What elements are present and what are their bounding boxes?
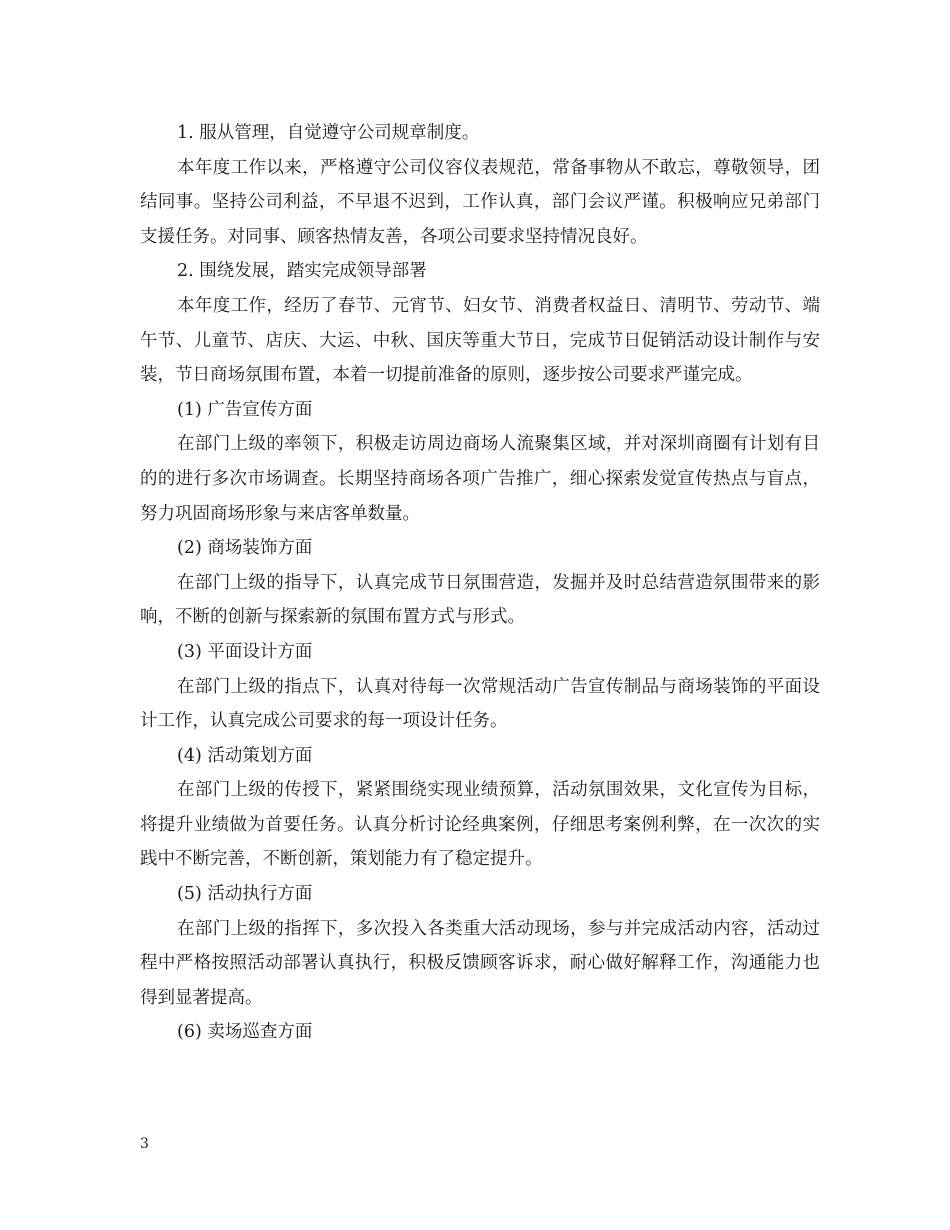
body-paragraph-advertising: 在部门上级的率领下，积极走访周边商场人流聚集区域，并对深圳商圈有计划有目的的进行多次市场调查。长期坚持商场各项广告推广，细心探索发觉宣传热点与盲点，努力巩固商场形象与来店客单数量。 <box>140 434 820 524</box>
subheading-graphic-design: (3) 平面设计方面 <box>177 641 313 662</box>
subheading-store-inspection: (6) 卖场巡查方面 <box>177 1022 313 1043</box>
page-number: 3 <box>140 1136 149 1152</box>
body-paragraph-event-execution: 在部门上级的指挥下，多次投入各类重大活动现场，参与并完成活动内容，活动过程中严格按照活动部署认真执行，积极反馈顾客诉求，耐心做好解释工作，沟通能力也得到显著提高。 <box>140 918 820 1008</box>
body-paragraph-2: 本年度工作，经历了春节、元宵节、妇女节、消费者权益日、清明节、劳动节、端午节、儿童节、店庆、大运、中秋、国庆等重大节日，完成节日促销活动设计制作与安装，节日商场氛围布置，本着一切提前准备的原则，逐步按公司要求严谨完成。 <box>140 295 820 386</box>
body-paragraph-decoration: 在部门上级的指导下，认真完成节日氛围营造，发掘并及时总结营造氛围带来的影响，不断的创新与探索新的氛围布置方式与形式。 <box>140 572 820 628</box>
subheading-decoration: (2) 商场装饰方面 <box>177 538 313 559</box>
subheading-event-planning: (4) 活动策划方面 <box>177 745 313 766</box>
section-heading-1: 1. 服从管理，自觉遵守公司规章制度。 <box>177 123 480 143</box>
body-paragraph-1: 本年度工作以来，严格遵守公司仪容仪表规范，常备事物从不敢忘，尊敬领导，团结同事。坚持公司利益，不早退不迟到，工作认真，部门会议严谨。积极响应兄弟部门支援任务。对同事、顾客热情友善，各项公司要求坚持情况良好。 <box>140 157 820 247</box>
subheading-event-execution: (5) 活动执行方面 <box>177 884 313 905</box>
body-paragraph-graphic-design: 在部门上级的指点下，认真对待每一次常规活动广告宣传制品与商场装饰的平面设计工作，认真完成公司要求的每一项设计任务。 <box>140 676 820 732</box>
body-paragraph-event-planning: 在部门上级的传授下，紧紧围绕实现业绩预算，活动氛围效果，文化宣传为目标，将提升业绩做为首要任务。认真分析讨论经典案例，仔细思考案例利弊，在一次次的实践中不断完善，不断创新，策划能力有了稳定提升。 <box>140 780 820 870</box>
subheading-advertising: (1) 广告宣传方面 <box>177 399 313 420</box>
document-body <box>140 116 820 1050</box>
section-heading-2: 2. 围绕发展，踏实完成领导部署 <box>177 261 427 282</box>
